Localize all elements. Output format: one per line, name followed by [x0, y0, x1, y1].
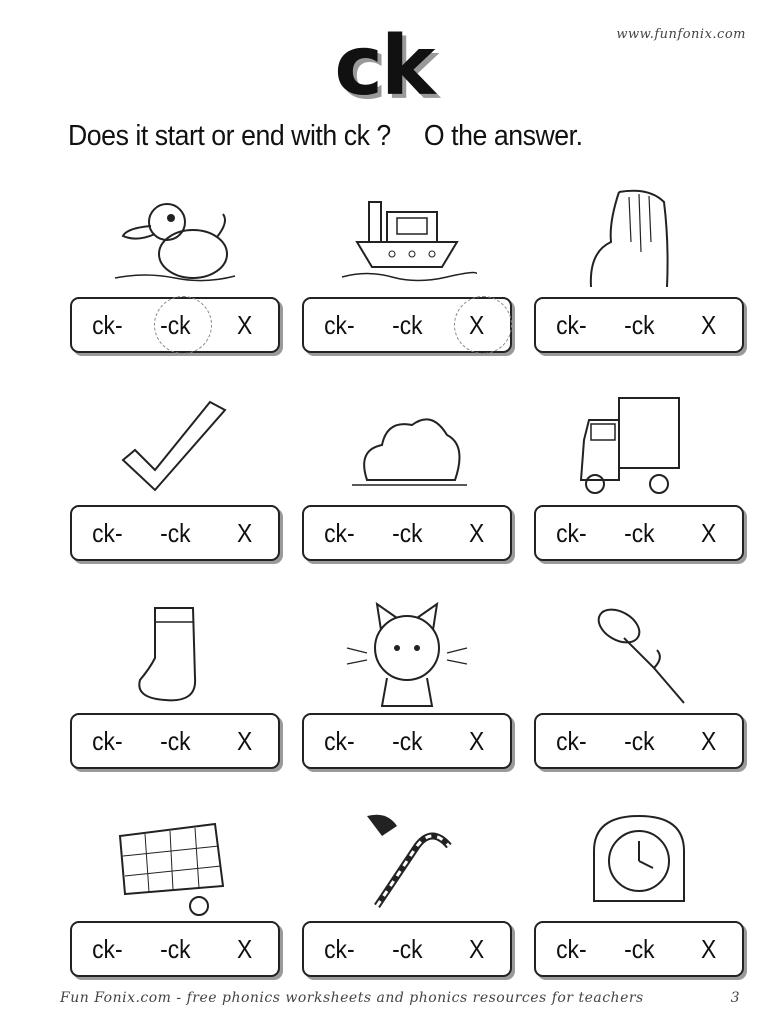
instructions — [68, 120, 675, 153]
option-end-ck[interactable]: -ck — [392, 518, 423, 548]
answer-box — [70, 297, 280, 353]
site-url: www.funfonix.com — [616, 27, 746, 42]
option-neither[interactable]: X — [469, 310, 485, 340]
instruction-direction: O the answer. — [423, 120, 583, 152]
option-end-ck[interactable]: -ck — [160, 518, 191, 548]
bush-icon — [337, 390, 477, 500]
answer-box — [534, 713, 744, 769]
worksheet-title: ck — [334, 19, 434, 114]
back-icon — [569, 182, 709, 292]
option-neither[interactable]: X — [701, 518, 717, 548]
worksheet-item — [302, 806, 512, 986]
answer-box — [534, 505, 744, 561]
soccer-goal-icon — [105, 806, 245, 916]
option-start-ck[interactable]: ck- — [324, 726, 355, 756]
option-start-ck[interactable]: ck- — [324, 934, 355, 964]
boat-icon — [337, 182, 477, 292]
option-start-ck[interactable]: ck- — [556, 518, 587, 548]
worksheet-item — [70, 182, 280, 362]
footer-text: Fun Fonix.com - free phonics worksheets and phonics resources for teachers — [60, 990, 644, 1006]
option-end-ck[interactable]: -ck — [624, 518, 655, 548]
worksheet-item — [70, 806, 280, 986]
option-neither[interactable]: X — [237, 518, 253, 548]
option-neither[interactable]: X — [701, 726, 717, 756]
option-start-ck[interactable]: ck- — [324, 518, 355, 548]
option-neither[interactable]: X — [701, 934, 717, 964]
option-start-ck[interactable]: ck- — [324, 310, 355, 340]
option-end-ck[interactable]: -ck — [392, 726, 423, 756]
option-neither[interactable]: X — [237, 934, 253, 964]
answer-box — [70, 921, 280, 977]
option-start-ck[interactable]: ck- — [556, 726, 587, 756]
answer-circle — [454, 296, 512, 354]
option-end-ck[interactable]: -ck — [160, 726, 191, 756]
option-end-ck[interactable]: -ck — [160, 310, 191, 340]
option-end-ck[interactable]: -ck — [624, 934, 655, 964]
option-start-ck[interactable]: ck- — [92, 726, 123, 756]
option-start-ck[interactable]: ck- — [556, 934, 587, 964]
answer-box — [302, 713, 512, 769]
thumbtack-icon — [569, 598, 709, 708]
option-neither[interactable]: X — [237, 310, 253, 340]
answer-box — [70, 713, 280, 769]
page-number: 3 — [730, 990, 740, 1006]
clock-icon — [569, 806, 709, 916]
worksheet-item — [302, 182, 512, 362]
option-end-ck[interactable]: -ck — [624, 726, 655, 756]
answer-box — [302, 921, 512, 977]
option-end-ck[interactable]: -ck — [392, 934, 423, 964]
worksheet-item — [534, 390, 744, 570]
worksheet-item — [302, 598, 512, 778]
candy-cane-icon — [337, 806, 477, 916]
option-end-ck[interactable]: -ck — [160, 934, 191, 964]
answer-box — [534, 297, 744, 353]
option-neither[interactable]: X — [469, 518, 485, 548]
instruction-question: Does it start or end with ck ? — [68, 120, 391, 152]
option-end-ck[interactable]: -ck — [624, 310, 655, 340]
answer-circle — [154, 296, 212, 354]
answer-box — [302, 297, 512, 353]
answer-box — [70, 505, 280, 561]
option-neither[interactable]: X — [237, 726, 253, 756]
worksheet-item — [302, 390, 512, 570]
option-neither[interactable]: X — [469, 934, 485, 964]
worksheet-item — [70, 598, 280, 778]
footer — [60, 990, 740, 1006]
answer-box — [534, 921, 744, 977]
option-start-ck[interactable]: ck- — [92, 518, 123, 548]
duck-icon — [105, 182, 245, 292]
worksheet-item — [534, 806, 744, 986]
option-start-ck[interactable]: ck- — [556, 310, 587, 340]
option-end-ck[interactable]: -ck — [392, 310, 423, 340]
sock-icon — [105, 598, 245, 708]
check-mark-icon — [105, 390, 245, 500]
worksheet-item — [534, 598, 744, 778]
cat-icon — [337, 598, 477, 708]
option-neither[interactable]: X — [469, 726, 485, 756]
worksheet-item — [70, 390, 280, 570]
option-start-ck[interactable]: ck- — [92, 310, 123, 340]
worksheet-item — [534, 182, 744, 362]
option-neither[interactable]: X — [701, 310, 717, 340]
answer-box — [302, 505, 512, 561]
truck-icon — [569, 390, 709, 500]
option-start-ck[interactable]: ck- — [92, 934, 123, 964]
